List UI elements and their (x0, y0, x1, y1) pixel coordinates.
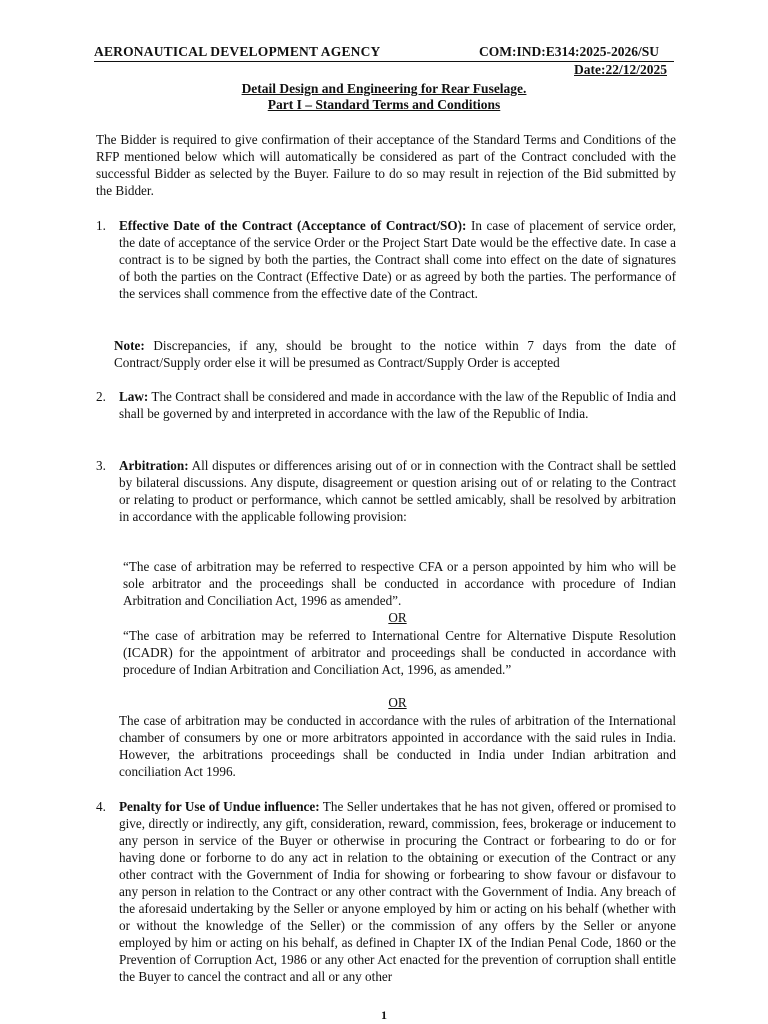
intro-paragraph: The Bidder is required to give confirmation of their acceptance of the Standard Terms and Conditions of the RFP mentioned below which will automatically be considered as part of the Contract concluded with the successful Bidder as selected by the Buyer. Failure to do so may result in rejection of the Bid submitted by the Bidder. (96, 132, 676, 198)
item-4-text: The Seller undertakes that he has not given, offered or promised to give, directly or indirectly, any gift, consideration, reward, commission, fees, brokerage or inducement to any person in service of the Buyer or otherwise in procuring the Contract or forbearing to do or for having done or forborne to do any act in relation to the obtaining or execution of the Contract or any other contract with the Government of India for showing or forbearing to show favour or disfavour to any person in relation to the Contract or any other contract with the Government of India. Any breach of the aforesaid undertaking by the Seller or anyone employed by him or acting on his behalf (whether with or without the knowledge of the Seller) or the commission of any offers by the Seller or anyone employed by him or acting on his behalf, as defined in Chapter IX of the Indian Penal Code, 1860 or the Prevention of Corruption Act, 1986 or any other Act enacted for the prevention of corruption shall entitle the Buyer to cancel the contract and all or any other (119, 799, 676, 984)
reference-number: COM:IND:E314:2025-2026/SU (479, 44, 659, 59)
or-separator-2: OR (388, 695, 407, 710)
arbitration-option-1: “The case of arbitration may be referred to respective CFA or a person appointed by him who will be sole arbitrator and the proceedings shall be conducted in accordance with procedure of Indian Arbitration and Conciliation Act, 1996 as amended”. (123, 559, 676, 608)
item-4-heading: Penalty for Use of Undue influence: (119, 799, 320, 814)
arbitration-option-3: The case of arbitration may be conducted in accordance with the rules of arbitration of the International chamber of consumers by one or more arbitrators appointed in accordance with the said rules in India. However, the arbitrations proceedings shall be conducted in India under Indian arbitration and conciliation Act 1996. (119, 713, 676, 779)
or-separator-1: OR (388, 610, 407, 625)
item-1-body (119, 217, 676, 302)
item-2-text: The Contract shall be considered and made in accordance with the law of the Republic of India and shall be governed by and interpreted in accordance with the law of the Republic of India. (119, 389, 676, 421)
item-1-note (114, 337, 676, 371)
item-2-body (119, 388, 676, 422)
document-subtitle: Part I – Standard Terms and Conditions (267, 97, 501, 112)
note-label: Note: (114, 338, 145, 353)
item-1-text: In case of placement of service order, the date of acceptance of the service Order or the Project Start Date would be the effective date. In case a contract is to be signed by both the parties, the Contract shall come into effect on the date of signatures of both the parties on the Contract (Effective Date) or as agreed by both the parties. The performance of the services shall commence from the effective date of the Contract. (119, 218, 676, 301)
page-number: 1 (381, 1008, 387, 1022)
item-2-heading: Law: (119, 389, 149, 404)
item-4-body (119, 798, 676, 985)
arbitration-option-2: “The case of arbitration may be referred to International Centre for Alternative Dispute Resolution (ICADR) for the appointment of arbitrator and proceedings shall be conducted in accordance with procedure of Indian Arbitration and Conciliation Act, 1996, as amended.” (123, 628, 676, 677)
item-2-number: 2. (96, 389, 106, 404)
document-title: Detail Design and Engineering for Rear Fuselage. (241, 81, 527, 96)
item-3-body (119, 457, 676, 525)
item-3-text: All disputes or differences arising out of or in connection with the Contract shall be settled by bilateral discussions. Any dispute, disagreement or question arising out of or relating to the Contract or relating to product or performance, which cannot be settled amicably, shall be resolved by arbitration in accordance with the applicable following provision: (119, 458, 676, 524)
item-4-number: 4. (96, 799, 106, 814)
item-1-heading: Effective Date of the Contract (Acceptance of Contract/SO): (119, 218, 467, 233)
document-date: Date:22/12/2025 (574, 62, 667, 77)
agency-name: AERONAUTICAL DEVELOPMENT AGENCY (94, 44, 381, 59)
note-text: Discrepancies, if any, should be brought to the notice within 7 days from the date of Contract/Supply order else it will be presumed as Contract/Supply Order is accepted (114, 338, 676, 370)
item-3-heading: Arbitration: (119, 458, 189, 473)
item-3-number: 3. (96, 458, 106, 473)
item-1-number: 1. (96, 218, 106, 233)
